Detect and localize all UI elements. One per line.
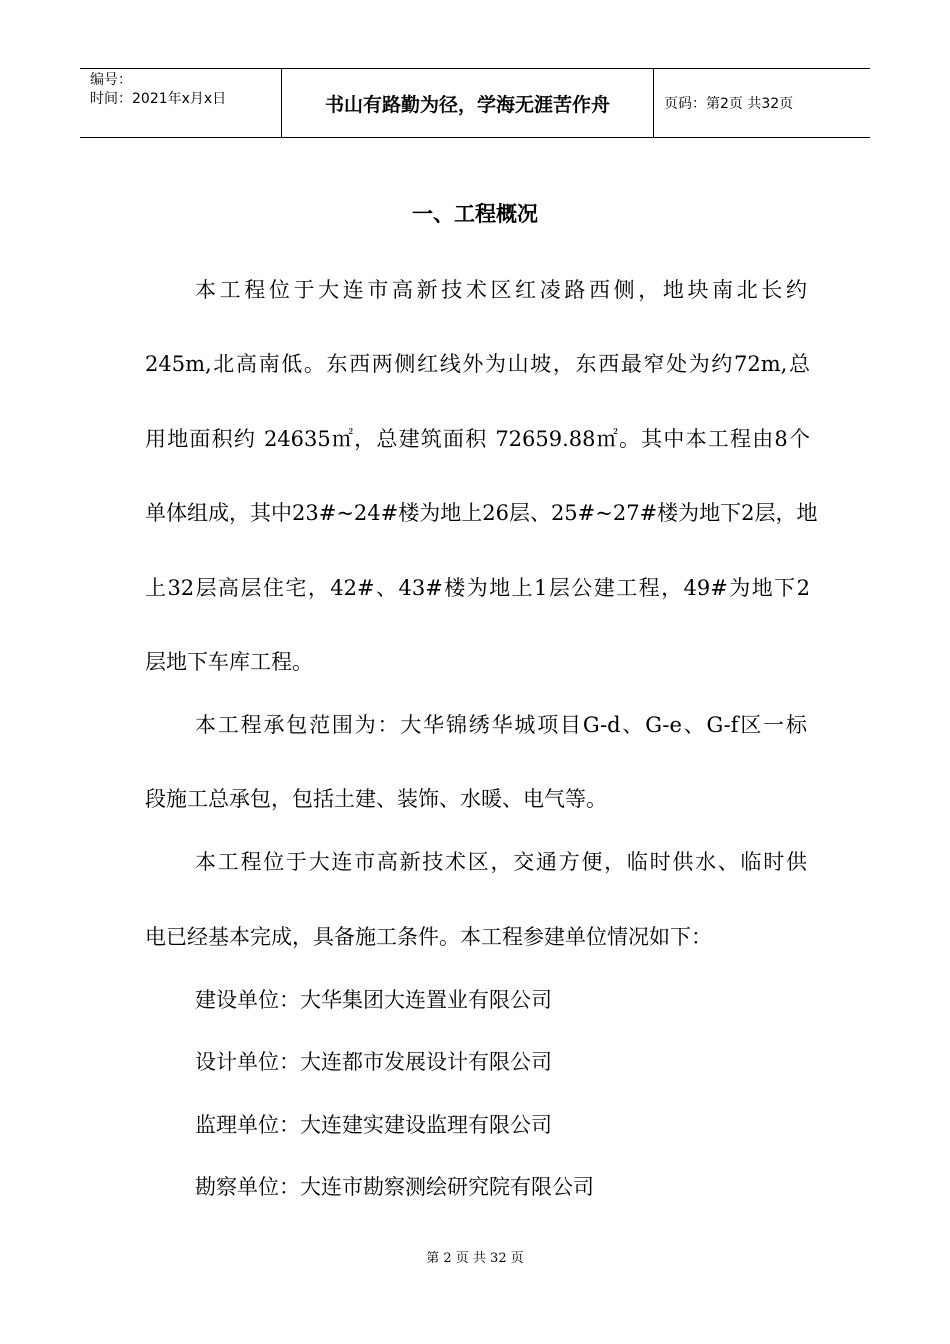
paragraph-line: 用地面积约 24635㎡，总建筑面积 72659.88㎡。其中本工程由8个	[145, 427, 810, 451]
header-motto: 书山有路勤为径，学海无涯苦作舟	[281, 69, 654, 137]
doc-time-label: 时间：2021年x月x日	[90, 91, 227, 107]
header-meta	[80, 69, 281, 137]
paragraph-line: 电已经基本完成，具备施工条件。本工程参建单位情况如下：	[145, 925, 712, 949]
paragraph-line: 层地下车库工程。	[145, 650, 313, 674]
paragraph-line: 本工程位于大连市高新技术区，交通方便，临时供水、临时供	[195, 850, 807, 874]
doc-number-label: 编号：	[90, 72, 132, 88]
header-page-info: 页码：第2页 共32页	[664, 96, 794, 112]
paragraph-line: 段施工总承包，包括土建、装饰、水暖、电气等。	[145, 787, 607, 811]
unit-line-construction: 建设单位：大华集团大连置业有限公司	[195, 988, 552, 1012]
unit-line-supervision: 监理单位：大连建实建设监理有限公司	[195, 1113, 552, 1137]
paragraph-line: 本工程位于大连市高新技术区红凌路西侧，地块南北长约	[195, 278, 807, 302]
paragraph-line: 上32层高层住宅，42#、43#楼为地上1层公建工程，49#为地下2	[145, 576, 810, 600]
paragraph-line: 单体组成，其中23#~24#楼为地上26层、25#~27#楼为地下2层，地	[145, 501, 818, 525]
page-footer: 第 2 页 共 32 页	[426, 1251, 524, 1266]
section-title: 一、工程概况	[412, 202, 538, 226]
paragraph-line: 245m,北高南低。东西两侧红线外为山坡，东西最窄处为约72m,总	[145, 352, 810, 376]
unit-line-design: 设计单位：大连都市发展设计有限公司	[195, 1050, 552, 1074]
paragraph-line: 本工程承包范围为：大华锦绣华城项目G-d、G-e、G-f区一标	[195, 713, 807, 737]
page-header	[80, 68, 870, 138]
unit-line-survey: 勘察单位：大连市勘察测绘研究院有限公司	[195, 1175, 594, 1199]
